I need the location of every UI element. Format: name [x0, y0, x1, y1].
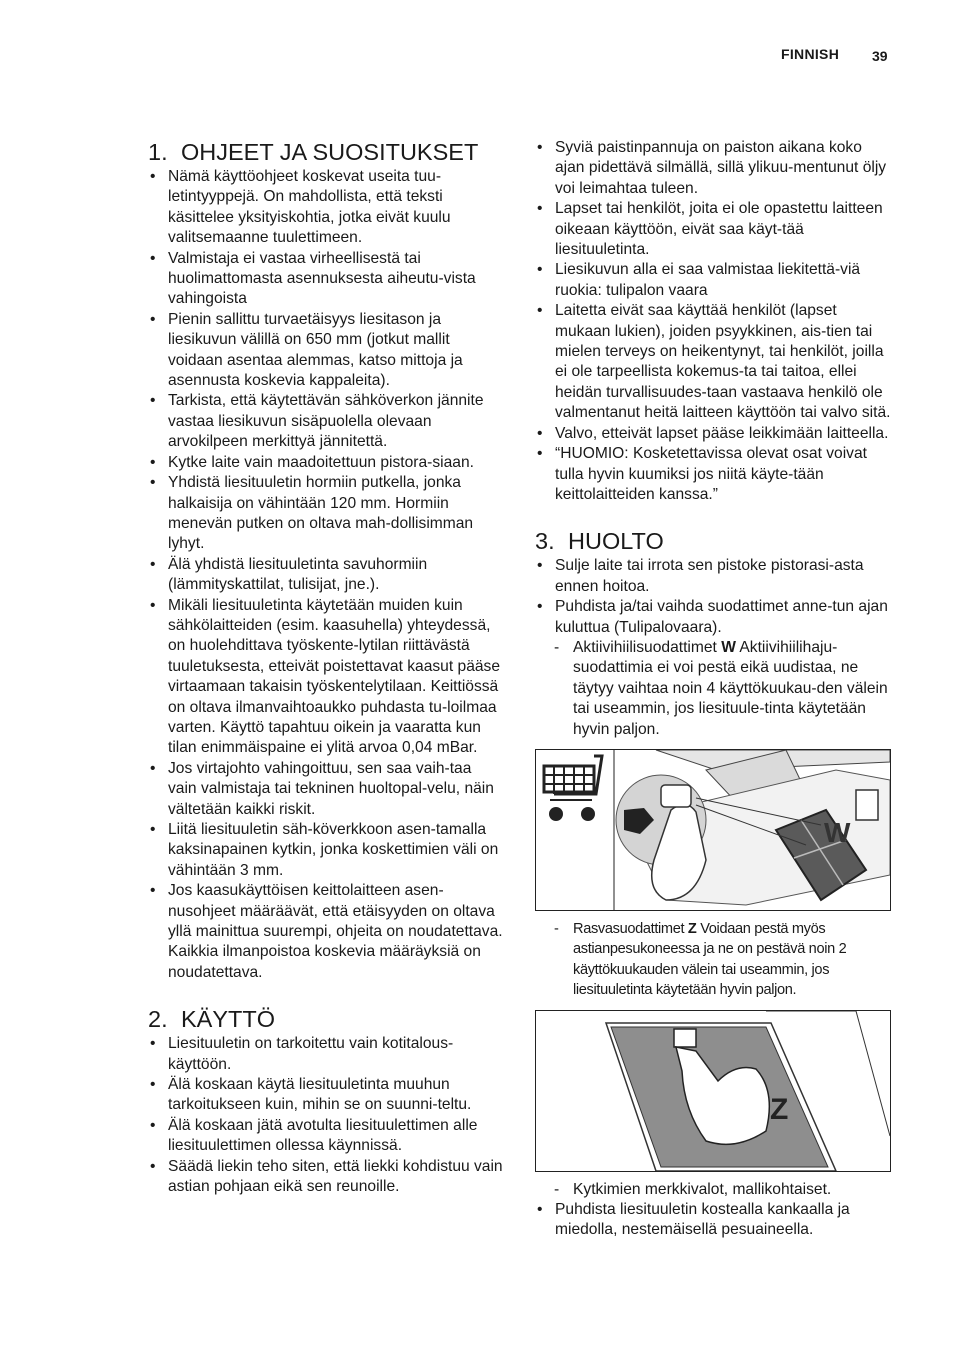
shopping-cart-icon — [544, 756, 602, 821]
grease-filter-figure — [535, 1010, 891, 1172]
list-item: • Jos kaasukäyttöisen keittolaitteen asen-nusohjeet määräävät, että etäisyyden on oltava yllä mainittua suurempi, ohjeita on noudatettava. Kaikkia ilmanpoistoa koskevia määräyksiä on noudatettava. — [148, 881, 504, 983]
sub-item-charcoal-filters — [535, 638, 891, 740]
sub-item-text: Voidaan pestä myös astianpesukoneessa ja ne on pestävä noin 2 käyttökuukauden välein tai useammin, jos liesituuletinta käytetään hyvin paljon. — [573, 920, 847, 999]
sub-item-prefix: Aktiivihiilisuodattimet — [573, 638, 722, 656]
charcoal-filter-figure — [535, 749, 891, 911]
list-item: • Mikäli liesituuletinta käytetään muiden kuin sähkölaitteiden (esim. kaasuhella) yhteydessä, on huolehdittava työskente-lytilan riittävästä tuuletuksesta, etteivät poistettavat kaasut pääse virtaamaan takaisin työskentelytilaan. Keittiössä on oltava ilmanvaihtoaukko puhdasta tu-loilmaa varten. Käyttö tapahtuu oikein ja vaaratta kun tilan enimmäispaine ei ylitä arvoa 0,04 mBar. — [148, 596, 504, 759]
sub-list-indicators — [535, 1180, 891, 1200]
list-item: • Älä yhdistä liesituuletinta savuhormiin (lämmityskattilat, tulisijat, jne.). — [148, 555, 504, 596]
list-item: • Tarkista, että käytettävän sähköverkon jännite vastaa liesikuvun sisäpuolella olevaan arvokilpeen merkittyä jännitettä. — [148, 391, 504, 452]
list-item: • Jos virtajohto vahingoittuu, sen saa vaih-taa vain valmistaja tai tekninen huoltopal-velu, näin vältetään kaikki riskit. — [148, 759, 504, 820]
section-3-title: HUOLTO — [568, 528, 664, 555]
sub-item-grease-filters — [535, 919, 891, 1001]
list-item: • Lapset tai henkilöt, joita ei ole opastettu laitteen oikeaan käyttöön, eivät saa käyt-tää liesituuletinta. — [535, 199, 891, 260]
section-1-number: 1. — [148, 139, 168, 165]
sub-list-charcoal — [535, 638, 891, 740]
list-item: • Puhdista liesituuletin kostealla kankaalla ja miedolla, nestemäisellä pesuaineella. — [535, 1200, 891, 1241]
section-1-heading — [148, 138, 504, 166]
final-list — [535, 1200, 891, 1241]
continued-list — [535, 138, 891, 505]
section-1-title: OHJEET JA SUOSITUKSET — [181, 139, 479, 165]
section-3-heading — [535, 527, 891, 555]
list-item: • Valmistaja ei vastaa virheellisestä tai huolimattomasta asennuksesta aiheutu-vista vahingoista — [148, 249, 504, 310]
list-item: • Liitä liesituuletin säh-köverkkoon asen-tamalla kaksinapainen kytkin, jonka koskettimien väli on vähintään 3 mm. — [148, 820, 504, 881]
filter-label-z: Z — [770, 1092, 789, 1126]
list-item: • Puhdista ja/tai vaihda suodattimet anne-tun ajan kuluttua (Tulipalovaara). — [535, 597, 891, 638]
filter-code-w: W — [721, 638, 736, 656]
sub-list-grease — [535, 919, 891, 1001]
list-item: • Säädä liekin teho siten, että liekki kohdistuu vain astian pohjaan eikä sen reunoille. — [148, 1157, 504, 1198]
list-item: • Liesituuletin on tarkoitettu vain kotitalous-käyttöön. — [148, 1034, 504, 1075]
sub-item-indicator-lights: - Kytkimien merkkivalot, mallikohtaiset. — [535, 1180, 891, 1200]
list-item: • Kytke laite vain maadoitettuun pistora-siaan. — [148, 453, 504, 473]
sub-item-text: Aktiivihiilihaju-suodattimia ei voi pestä eikä uudistaa, ne täytyy vaihtaa noin 4 käyttökuukau-den välein tai useammin, jos liesituule-tinta käytetään hyvin paljon. — [573, 638, 888, 738]
list-item: • Nämä käyttöohjeet koskevat useita tuu-letintyyppejä. On mahdollista, että teksti käsittelee yksityiskohtia, jotka eivät kuulu valitsemaanne tuulettimeen. — [148, 167, 504, 249]
list-item: • Laitetta eivät saa käyttää henkilöt (lapset mukaan lukien), joiden psyykkinen, ais-tien tai mielen terveys on heikentynyt, tai henkilöt, joilla ei ole tarpeellista kokemus-ta tai taitoa, ellei heidän turvallisuudes-taan vastaava henkilö ole valmentanut heitä laitteen käyttöön tai valvo sitä. — [535, 301, 891, 423]
section-3-number: 3. — [535, 528, 555, 555]
list-item: • Valvo, etteivät lapset pääse leikkimään laitteella. — [535, 424, 891, 444]
list-item: • Liesikuvun alla ei saa valmistaa liekitettä-viä ruokia: tulipalon vaara — [535, 260, 891, 301]
section-2-heading — [148, 1005, 504, 1033]
right-column — [535, 138, 891, 1241]
left-column — [148, 138, 504, 1198]
list-item: • Syviä paistinpannuja on paiston aikana koko ajan pidettävä silmällä, sillä ylikuu-mentunut öljy voi leimahtaa tuleen. — [535, 138, 891, 199]
section-2-number: 2. — [148, 1006, 168, 1033]
page-number: 39 — [872, 48, 888, 64]
sub-item-prefix: Rasvasuodattimet — [573, 920, 688, 937]
section-1-list — [148, 167, 504, 983]
header-language: FINNISH — [781, 46, 840, 62]
filter-code-z: Z — [687, 920, 697, 937]
section-2-list — [148, 1034, 504, 1197]
filter-label-w: W — [824, 816, 851, 848]
section-3-list — [535, 556, 891, 638]
list-item: • Älä koskaan jätä avotulta liesituulettimen alle liesituulettimen ollessa käynnissä. — [148, 1116, 504, 1157]
section-2-title: KÄYTTÖ — [181, 1006, 276, 1033]
list-item: • “HUOMIO: Kosketettavissa olevat osat voivat tulla hyvin kuumiksi jos niitä käyte-tään keittolaitteiden kanssa.” — [535, 444, 891, 505]
list-item: • Älä koskaan käytä liesituuletinta muuhun tarkoitukseen kuin, mihin se on suunni-teltu. — [148, 1075, 504, 1116]
list-item: • Sulje laite tai irrota sen pistoke pistorasi-asta ennen hoitoa. — [535, 556, 891, 597]
list-item: • Pienin sallittu turvaetäisyys liesitason ja liesikuvun välillä on 650 mm (jotkut mallit voidaan asentaa alemmas, katso mittoja ja asennusta koskevia kappaleita). — [148, 310, 504, 392]
list-item: • Yhdistä liesituuletin hormiin putkella, jonka halkaisija on vähintään 120 mm. Hormiin menevän putken on oltava mah-dollisimman lyhyt. — [148, 473, 504, 555]
